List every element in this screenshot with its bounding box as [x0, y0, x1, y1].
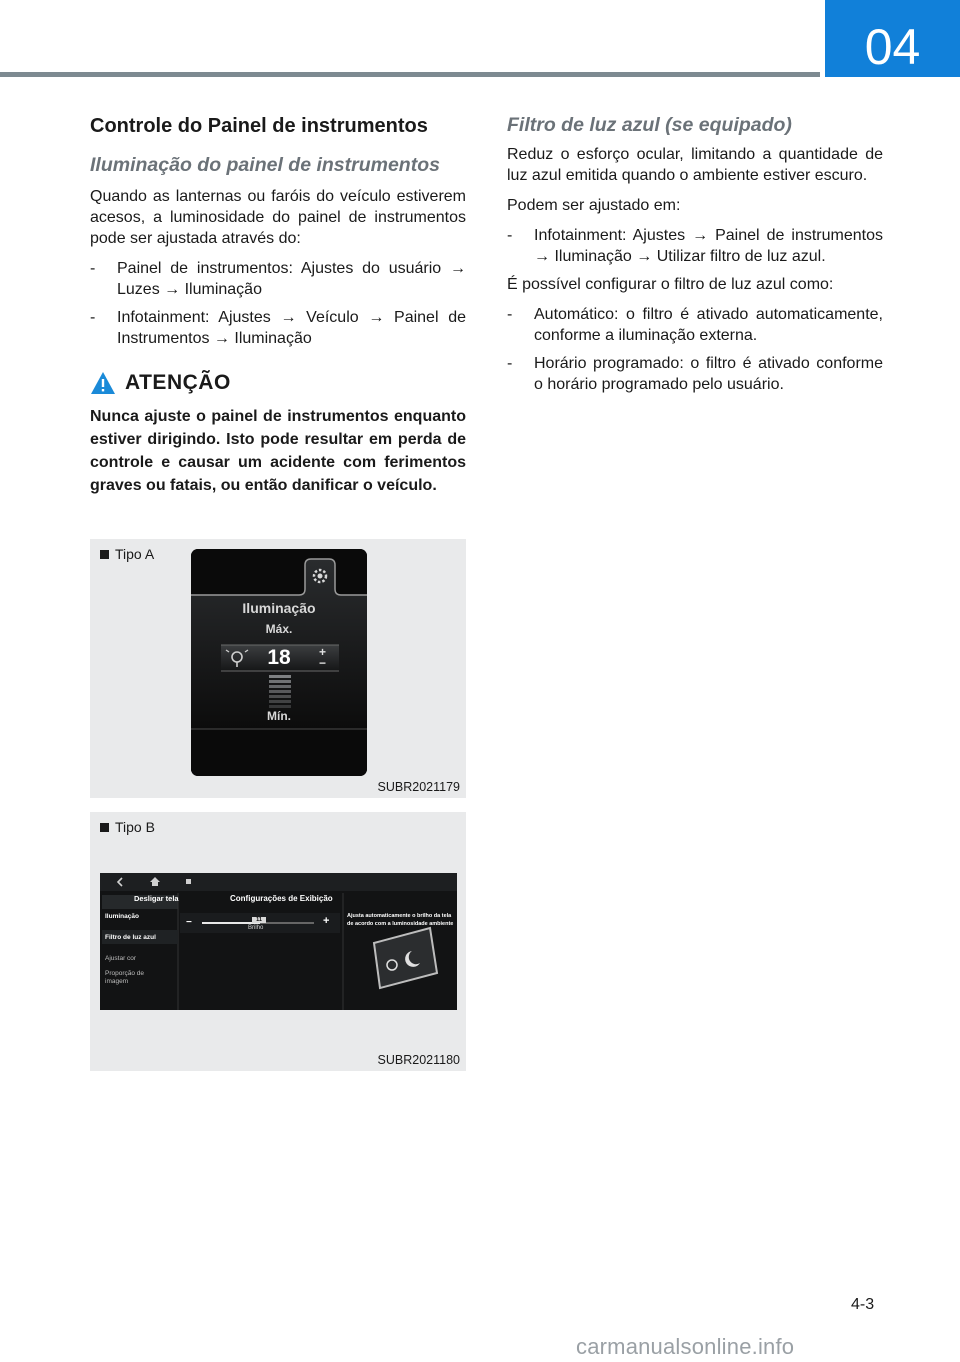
warning-title: ATENÇÃO [125, 371, 231, 394]
figure-label-text: Tipo B [115, 819, 155, 835]
screen-off-button[interactable]: Desligar tela [134, 894, 179, 903]
warning-text: Nunca ajuste o painel de instrumentos enquanto estiver dirigindo. Isto pode resultar em perda de controle e causar um acidente com ferimentos graves ou fatais, ou então danificar o veículo. [90, 408, 466, 494]
subsection-title: Iluminação do painel de instrumentos [90, 154, 440, 176]
dash-marker: - [90, 260, 96, 277]
auto-brightness-hint-1: Ajusta automaticamente o brilho da tela [347, 913, 452, 919]
brightness-slider-label: Brilho [248, 925, 264, 931]
list-item-text: Automático: o filtro é ativado automaticamente, conforme a iluminação externa. [534, 306, 883, 344]
adjust-path-list [507, 225, 883, 267]
adjust-label: Podem ser ajustado em: [507, 197, 681, 214]
page-number: 4-3 [851, 1296, 875, 1313]
list-item-text: Horário programado: o filtro é ativado conforme o horário programado pelo usuário. [534, 355, 883, 393]
figure-label [100, 819, 155, 835]
menu-icon [186, 879, 191, 884]
section-title: Controle do Painel de instrumentos [90, 115, 428, 137]
square-bullet-icon [100, 550, 109, 559]
right-column [507, 112, 883, 402]
figure-code: SUBR2021179 [377, 780, 460, 794]
brightness-plus-button[interactable]: + [323, 915, 330, 927]
dash-marker: - [507, 355, 513, 372]
warning-triangle-icon [90, 371, 116, 395]
warning-heading [90, 371, 466, 395]
cluster-minus-sign: − [319, 656, 327, 670]
menu-item-aspect-ratio-line2[interactable]: imagem [105, 978, 129, 985]
list-item [90, 307, 466, 349]
list-item-text: Infotainment: Ajustes → Veículo → Painel de Instrumentos → Iluminação [117, 309, 466, 347]
dash-marker: - [507, 227, 513, 244]
cluster-illumination-screen [191, 549, 367, 776]
figure-type-b [90, 812, 466, 1071]
list-item [507, 353, 883, 395]
dash-marker: - [90, 309, 96, 326]
cluster-plus-sign: + [319, 645, 327, 659]
cluster-brightness-value: 18 [267, 646, 291, 669]
figure-label-text: Tipo A [115, 546, 155, 562]
brightness-minus-button[interactable]: − [186, 917, 192, 928]
watermark: carmanualsonline.info [576, 1334, 795, 1359]
intro-paragraph: Quando as lanternas ou faróis do veículo estiverem acesos, a luminosidade do painel de instrumentos pode ser ajustada através do: [90, 188, 466, 247]
figure-code: SUBR2021180 [377, 1053, 460, 1067]
list-item-text: Infotainment: Ajustes → Painel de instrumentos → Iluminação → Utilizar filtro de luz azul. [534, 227, 883, 265]
menu-item-blue-light-filter[interactable]: Filtro de luz azul [105, 934, 156, 941]
list-item-text: Painel de instrumentos: Ajustes do usuário → Luzes → Iluminação [117, 260, 466, 298]
subsection-title: Filtro de luz azul (se equipado) [507, 114, 792, 136]
blue-light-intro: Reduz o esforço ocular, limitando a quantidade de luz azul emitida quando o ambiente estiver escuro. [507, 146, 883, 184]
header-rule [0, 72, 820, 77]
dash-marker: - [507, 306, 513, 323]
cluster-min-label: Mín. [267, 709, 291, 723]
config-mode-list [507, 304, 883, 395]
settings-path-list [90, 258, 466, 349]
square-bullet-icon [100, 823, 109, 832]
screen-title: Configurações de Exibição [230, 894, 333, 903]
auto-brightness-hint-2: de acordo com a luminosidade ambiente [347, 921, 454, 927]
list-item [90, 258, 466, 300]
config-label: É possível configurar o filtro de luz azul como: [507, 276, 834, 293]
cluster-max-label: Máx. [265, 622, 293, 636]
menu-item-illumination[interactable]: Iluminação [105, 913, 139, 920]
menu-item-aspect-ratio[interactable]: Proporção de [105, 970, 145, 977]
cluster-title: Iluminação [242, 600, 316, 616]
brightness-slider-value: 11 [256, 917, 262, 923]
left-column [90, 112, 466, 497]
infotainment-display-screen [100, 873, 457, 1010]
figure-type-a [90, 539, 466, 798]
figure-label [100, 546, 154, 562]
chapter-tab: 04 [825, 0, 960, 77]
menu-item-adjust-color[interactable]: Ajustar cor [105, 955, 137, 962]
list-item [507, 225, 883, 267]
list-item [507, 304, 883, 346]
